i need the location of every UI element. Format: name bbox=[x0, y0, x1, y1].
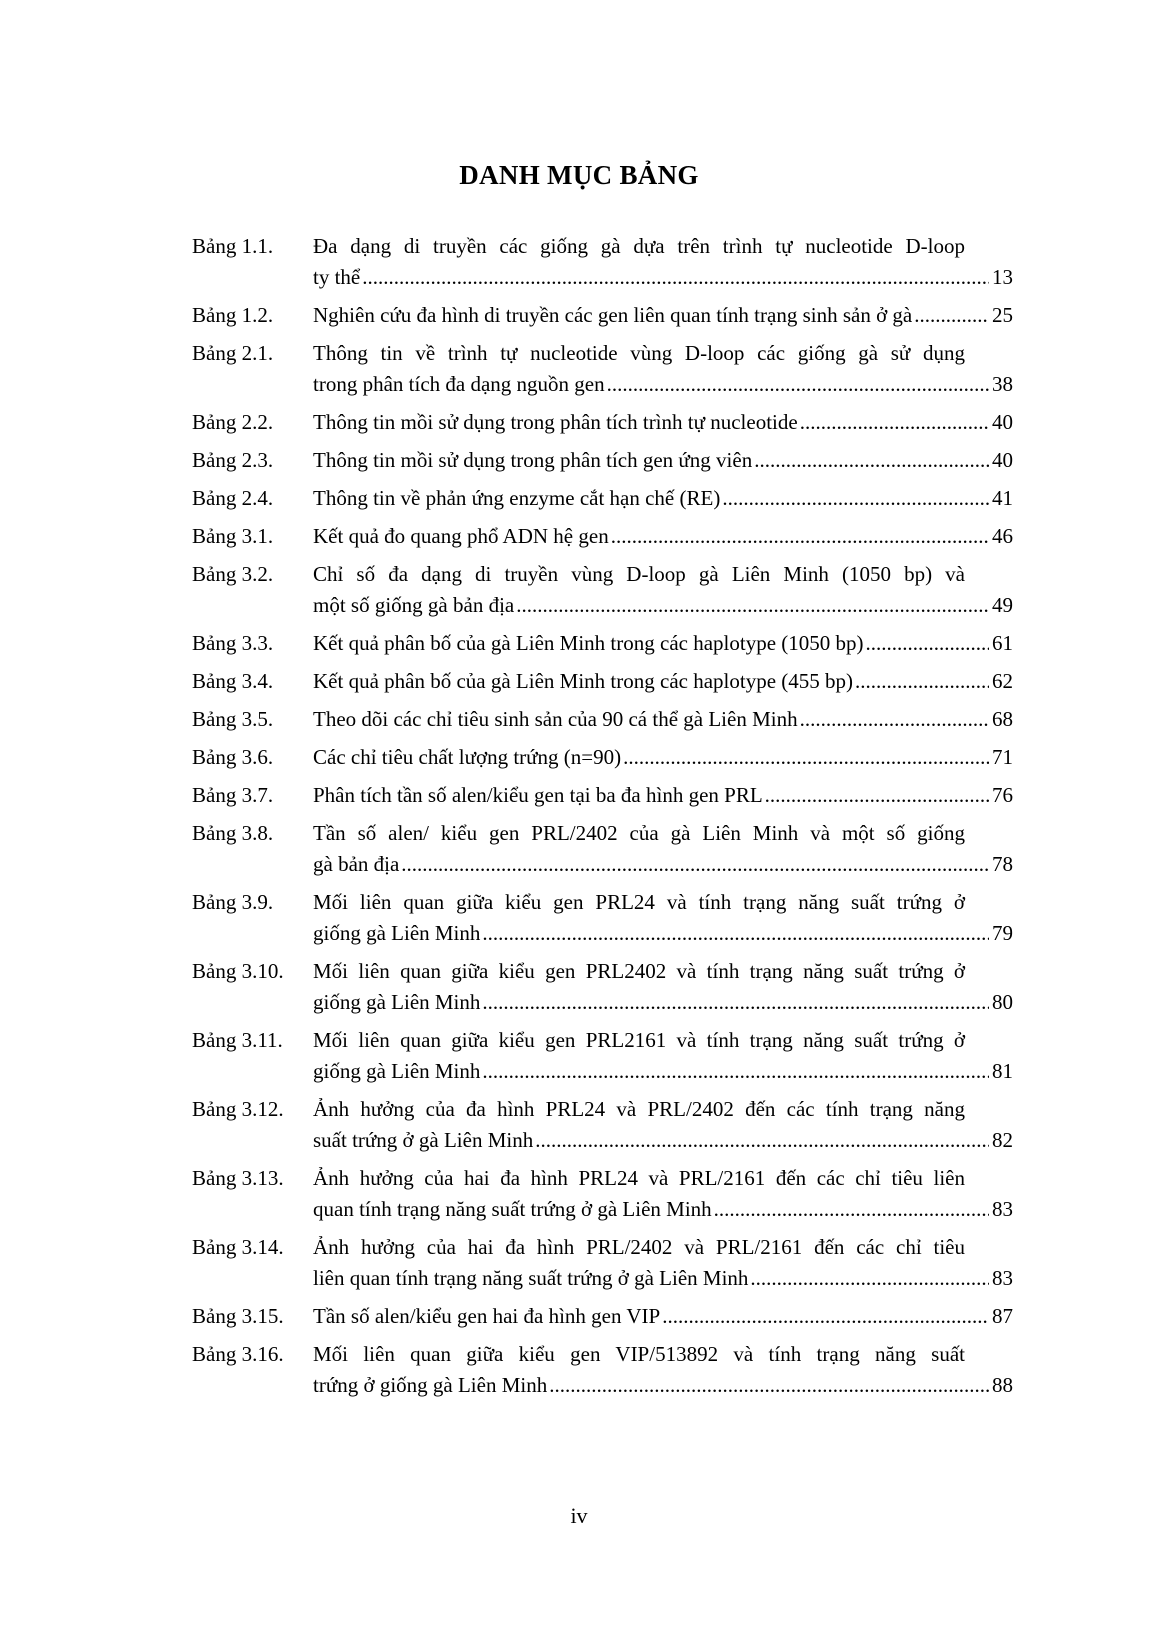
entry-page-number: 76 bbox=[992, 783, 1013, 807]
entry-last-line bbox=[313, 369, 1013, 400]
entry-body bbox=[313, 338, 1013, 400]
entry-title-end: trứng ở giống gà Liên Minh bbox=[313, 1373, 548, 1397]
table-number: Bảng 3.12. bbox=[192, 1097, 284, 1121]
toc-entry[interactable] bbox=[0, 818, 1158, 880]
toc-entry[interactable] bbox=[0, 338, 1158, 400]
entry-page-number: 83 bbox=[992, 1266, 1013, 1290]
dot-leader bbox=[914, 300, 989, 331]
toc-entry[interactable] bbox=[0, 231, 1158, 293]
table-number: Bảng 3.15. bbox=[192, 1304, 284, 1328]
entry-body bbox=[313, 300, 1013, 331]
table-number: Bảng 3.10. bbox=[192, 959, 284, 983]
entry-last-line bbox=[313, 521, 1013, 552]
entry-body bbox=[313, 1163, 1013, 1225]
toc-entry[interactable] bbox=[0, 704, 1158, 735]
entry-last-line bbox=[313, 1125, 1013, 1156]
entry-last-line bbox=[313, 918, 1013, 949]
entry-last-line bbox=[313, 628, 1013, 659]
toc-entry[interactable] bbox=[0, 666, 1158, 697]
entry-page-number: 87 bbox=[992, 1304, 1013, 1328]
entry-page-number: 49 bbox=[992, 593, 1013, 617]
entry-body bbox=[313, 521, 1013, 552]
entry-last-line bbox=[313, 445, 1013, 476]
dot-leader bbox=[754, 445, 989, 476]
dot-leader bbox=[482, 987, 989, 1018]
dot-leader bbox=[482, 918, 989, 949]
entry-last-line bbox=[313, 742, 1013, 773]
entry-title-end: giống gà Liên Minh bbox=[313, 1059, 481, 1083]
table-number: Bảng 3.2. bbox=[192, 562, 274, 586]
entry-last-line bbox=[313, 666, 1013, 697]
table-number: Bảng 1.2. bbox=[192, 303, 274, 327]
toc-entry[interactable] bbox=[0, 887, 1158, 949]
dot-leader bbox=[362, 262, 989, 293]
entry-page-number: 82 bbox=[992, 1128, 1013, 1152]
table-number: Bảng 3.1. bbox=[192, 524, 274, 548]
entry-title-line: Chỉ số đa dạng di truyền vùng D-loop gà Liên Minh (1050 bp) và bbox=[313, 562, 965, 586]
entry-title-line: Mối liên quan giữa kiểu gen VIP/513892 và tính trạng năng suất bbox=[313, 1342, 965, 1366]
table-number: Bảng 3.13. bbox=[192, 1166, 284, 1190]
entry-page-number: 79 bbox=[992, 921, 1013, 945]
entry-title-end: một số giống gà bản địa bbox=[313, 593, 515, 617]
dot-leader bbox=[535, 1125, 989, 1156]
entry-title-end: Kết quả đo quang phổ ADN hệ gen bbox=[313, 524, 609, 548]
entry-title-end: giống gà Liên Minh bbox=[313, 921, 481, 945]
entry-title-line: Mối liên quan giữa kiểu gen PRL2161 và tính trạng năng suất trứng ở bbox=[313, 1028, 965, 1052]
table-of-tables bbox=[0, 231, 1158, 1408]
entry-body bbox=[313, 559, 1013, 621]
entry-last-line bbox=[313, 483, 1013, 514]
entry-body bbox=[313, 818, 1013, 880]
entry-body bbox=[313, 1339, 1013, 1401]
table-number: Bảng 3.3. bbox=[192, 631, 274, 655]
entry-last-line bbox=[313, 1194, 1013, 1225]
entry-page-number: 40 bbox=[992, 448, 1013, 472]
table-number: Bảng 3.9. bbox=[192, 890, 274, 914]
entry-body bbox=[313, 231, 1013, 293]
entry-page-number: 88 bbox=[992, 1373, 1013, 1397]
entry-title-line: Mối liên quan giữa kiểu gen PRL24 và tính trạng năng suất trứng ở bbox=[313, 890, 965, 914]
entry-title-end: Thông tin mồi sử dụng trong phân tích trình tự nucleotide bbox=[313, 410, 798, 434]
entry-body bbox=[313, 704, 1013, 735]
entry-body bbox=[313, 666, 1013, 697]
entry-page-number: 71 bbox=[992, 745, 1013, 769]
entry-page-number: 38 bbox=[992, 372, 1013, 396]
dot-leader bbox=[855, 666, 989, 697]
entry-title-line: Ảnh hưởng của hai đa hình PRL24 và PRL/2161 đến các chỉ tiêu liên bbox=[313, 1166, 965, 1190]
entry-title-end: liên quan tính trạng năng suất trứng ở gà Liên Minh bbox=[313, 1266, 749, 1290]
entry-title-end: Kết quả phân bố của gà Liên Minh trong các haplotype (455 bp) bbox=[313, 669, 854, 693]
toc-entry[interactable] bbox=[0, 445, 1158, 476]
entry-last-line bbox=[313, 704, 1013, 735]
entry-title-end: Kết quả phân bố của gà Liên Minh trong các haplotype (1050 bp) bbox=[313, 631, 864, 655]
dot-leader bbox=[623, 742, 989, 773]
table-number: Bảng 3.4. bbox=[192, 669, 274, 693]
toc-entry[interactable] bbox=[0, 1094, 1158, 1156]
entry-last-line bbox=[313, 1056, 1013, 1087]
dot-leader bbox=[765, 780, 989, 811]
dot-leader bbox=[750, 1263, 989, 1294]
entry-title-end: Các chỉ tiêu chất lượng trứng (n=90) bbox=[313, 745, 622, 769]
dot-leader bbox=[482, 1056, 989, 1087]
page-title: DANH MỤC BẢNG bbox=[459, 160, 699, 190]
toc-entry[interactable] bbox=[0, 1025, 1158, 1087]
entry-title-line: Tần số alen/ kiểu gen PRL/2402 của gà Liên Minh và một số giống bbox=[313, 821, 965, 845]
entry-body bbox=[313, 887, 1013, 949]
entry-last-line bbox=[313, 262, 1013, 293]
dot-leader bbox=[866, 628, 989, 659]
entry-title-end: giống gà Liên Minh bbox=[313, 990, 481, 1014]
entry-title-end: Phân tích tần số alen/kiểu gen tại ba đa hình gen PRL bbox=[313, 783, 763, 807]
entry-page-number: 80 bbox=[992, 990, 1013, 1014]
dot-leader bbox=[611, 521, 989, 552]
dot-leader bbox=[549, 1370, 989, 1401]
entry-page-number: 68 bbox=[992, 707, 1013, 731]
entry-title-end: ty thể bbox=[313, 265, 361, 289]
toc-entry[interactable] bbox=[0, 780, 1158, 811]
entry-last-line bbox=[313, 407, 1013, 438]
entry-body bbox=[313, 1094, 1013, 1156]
dot-leader bbox=[662, 1301, 989, 1332]
page-number: iv bbox=[570, 1503, 588, 1528]
table-number: Bảng 3.11. bbox=[192, 1028, 283, 1052]
toc-entry[interactable] bbox=[0, 628, 1158, 659]
entry-body bbox=[313, 780, 1013, 811]
toc-entry[interactable] bbox=[0, 407, 1158, 438]
entry-title-line: Ảnh hưởng của hai đa hình PRL/2402 và PRL/2161 đến các chỉ tiêu bbox=[313, 1235, 965, 1259]
entry-body bbox=[313, 407, 1013, 438]
entry-title-end: trong phân tích đa dạng nguồn gen bbox=[313, 372, 605, 396]
entry-title-end: quan tính trạng năng suất trứng ở gà Liên Minh bbox=[313, 1197, 712, 1221]
table-number: Bảng 2.4. bbox=[192, 486, 274, 510]
entry-body bbox=[313, 742, 1013, 773]
entry-page-number: 81 bbox=[992, 1059, 1013, 1083]
table-number: Bảng 2.2. bbox=[192, 410, 274, 434]
toc-entry[interactable] bbox=[0, 1339, 1158, 1401]
entry-page-number: 83 bbox=[992, 1197, 1013, 1221]
table-number: Bảng 3.8. bbox=[192, 821, 274, 845]
entry-page-number: 41 bbox=[992, 486, 1013, 510]
entry-title-end: Nghiên cứu đa hình di truyền các gen liên quan tính trạng sinh sản ở gà bbox=[313, 303, 913, 327]
entry-title-line: Mối liên quan giữa kiểu gen PRL2402 và tính trạng năng suất trứng ở bbox=[313, 959, 965, 983]
entry-title-end: Tần số alen/kiểu gen hai đa hình gen VIP bbox=[313, 1304, 661, 1328]
dot-leader bbox=[516, 590, 989, 621]
entry-last-line bbox=[313, 590, 1013, 621]
toc-entry[interactable] bbox=[0, 1301, 1158, 1332]
entry-last-line bbox=[313, 1263, 1013, 1294]
toc-entry[interactable] bbox=[0, 483, 1158, 514]
entry-body bbox=[313, 1232, 1013, 1294]
entry-title-end: suất trứng ở gà Liên Minh bbox=[313, 1128, 534, 1152]
entry-title-end: Thông tin mồi sử dụng trong phân tích gen ứng viên bbox=[313, 448, 753, 472]
entry-page-number: 78 bbox=[992, 852, 1013, 876]
entry-last-line bbox=[313, 300, 1013, 331]
entry-title-line: Ảnh hưởng của đa hình PRL24 và PRL/2402 đến các tính trạng năng bbox=[313, 1097, 965, 1121]
entry-last-line bbox=[313, 849, 1013, 880]
dot-leader bbox=[607, 369, 989, 400]
table-number: Bảng 3.16. bbox=[192, 1342, 284, 1366]
dot-leader bbox=[800, 407, 989, 438]
entry-body bbox=[313, 628, 1013, 659]
entry-body bbox=[313, 483, 1013, 514]
entry-page-number: 61 bbox=[992, 631, 1013, 655]
dot-leader bbox=[722, 483, 989, 514]
dot-leader bbox=[401, 849, 989, 880]
toc-entry[interactable] bbox=[0, 559, 1158, 621]
entry-last-line bbox=[313, 780, 1013, 811]
entry-body bbox=[313, 956, 1013, 1018]
toc-entry[interactable] bbox=[0, 742, 1158, 773]
entry-last-line bbox=[313, 987, 1013, 1018]
table-number: Bảng 2.1. bbox=[192, 341, 274, 365]
entry-title-line: Thông tin về trình tự nucleotide vùng D-loop các giống gà sử dụng bbox=[313, 341, 965, 365]
dot-leader bbox=[714, 1194, 989, 1225]
entry-page-number: 62 bbox=[992, 669, 1013, 693]
entry-title-end: Thông tin về phản ứng enzyme cắt hạn chế (RE) bbox=[313, 486, 721, 510]
table-number: Bảng 3.7. bbox=[192, 783, 274, 807]
table-number: Bảng 3.5. bbox=[192, 707, 274, 731]
entry-body bbox=[313, 1025, 1013, 1087]
entry-page-number: 46 bbox=[992, 524, 1013, 548]
entry-title-end: gà bản địa bbox=[313, 852, 400, 876]
entry-title-end: Theo dõi các chỉ tiêu sinh sản của 90 cá thể gà Liên Minh bbox=[313, 707, 798, 731]
dot-leader bbox=[800, 704, 989, 735]
entry-last-line bbox=[313, 1370, 1013, 1401]
entry-title-line: Đa dạng di truyền các giống gà dựa trên trình tự nucleotide D-loop bbox=[313, 234, 965, 258]
table-number: Bảng 2.3. bbox=[192, 448, 274, 472]
toc-entry[interactable] bbox=[0, 300, 1158, 331]
table-number: Bảng 3.14. bbox=[192, 1235, 284, 1259]
entry-page-number: 13 bbox=[992, 265, 1013, 289]
toc-entry[interactable] bbox=[0, 1232, 1158, 1294]
entry-page-number: 40 bbox=[992, 410, 1013, 434]
entry-body bbox=[313, 1301, 1013, 1332]
entry-body bbox=[313, 445, 1013, 476]
entry-page-number: 25 bbox=[992, 303, 1013, 327]
entry-last-line bbox=[313, 1301, 1013, 1332]
toc-entry[interactable] bbox=[0, 521, 1158, 552]
toc-entry[interactable] bbox=[0, 1163, 1158, 1225]
table-number: Bảng 1.1. bbox=[192, 234, 274, 258]
toc-entry[interactable] bbox=[0, 956, 1158, 1018]
table-number: Bảng 3.6. bbox=[192, 745, 274, 769]
